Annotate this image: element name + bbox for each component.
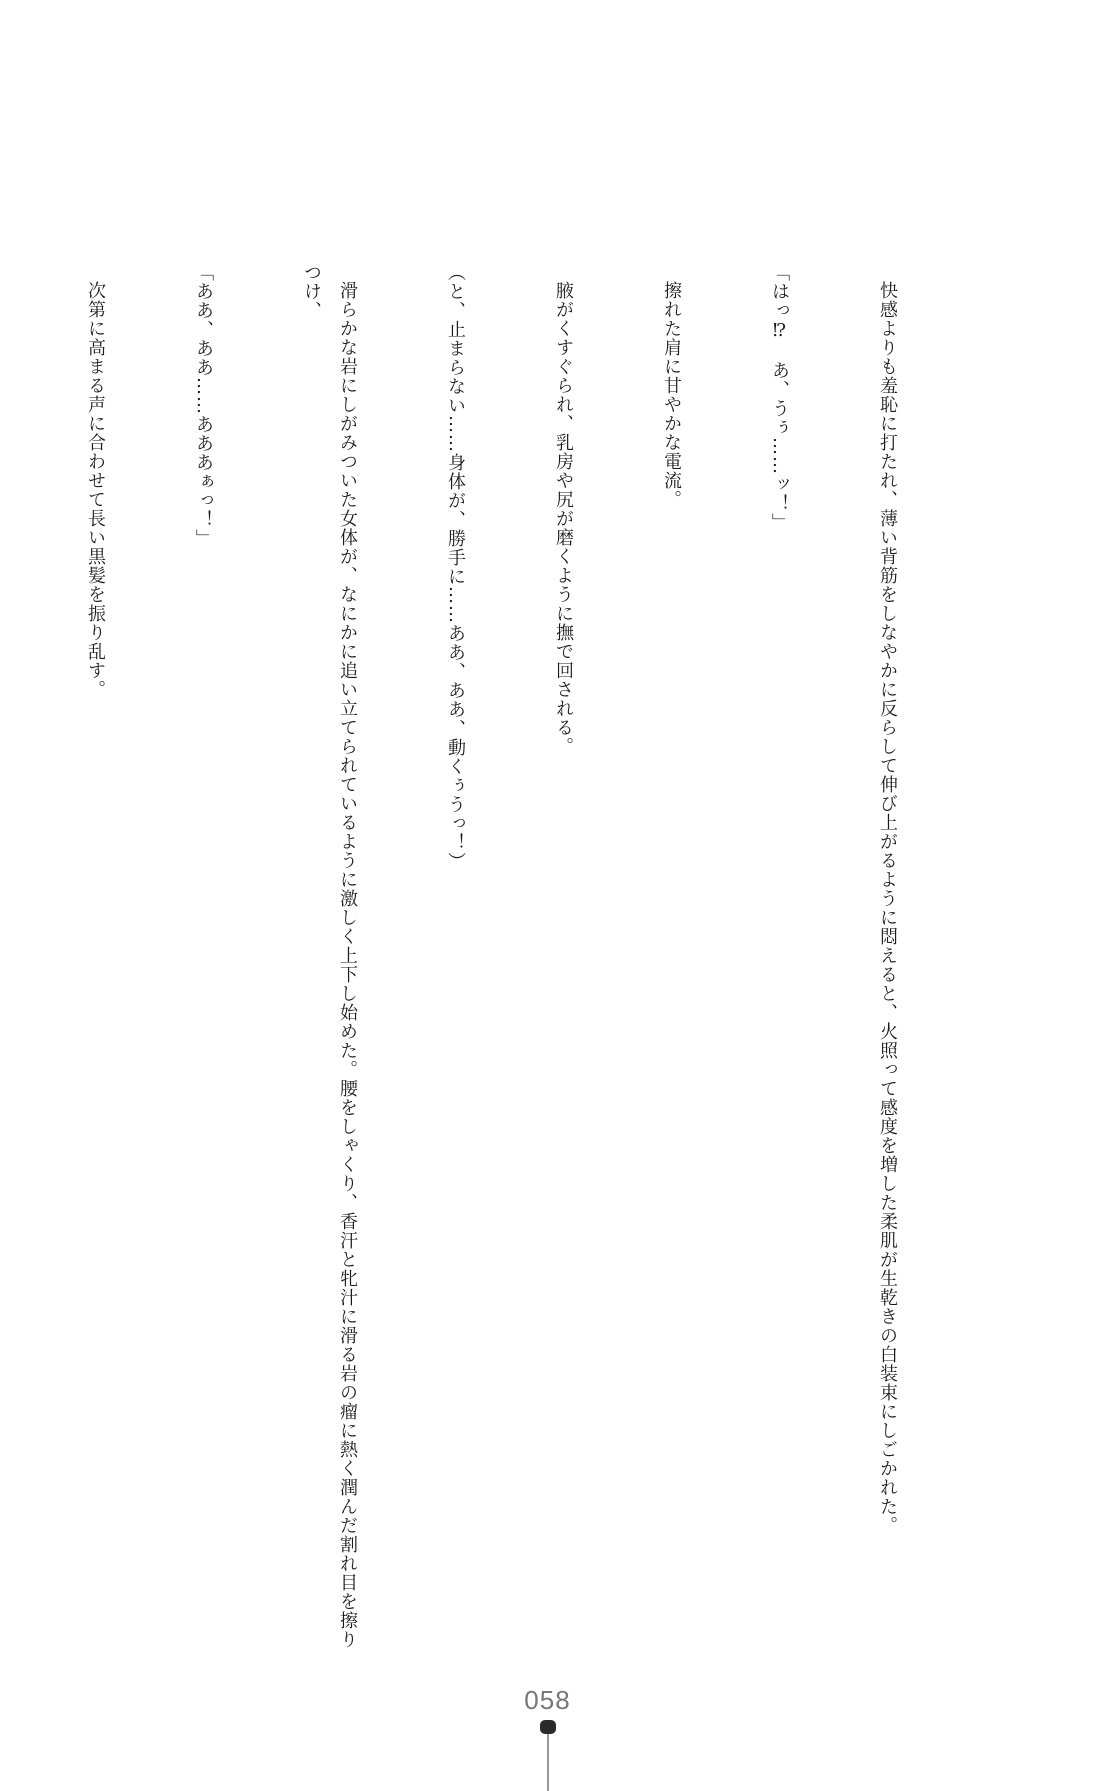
paragraph: 「はっ⁉ あ、うぅ……ッ！」	[769, 263, 790, 532]
page-marker-dot	[540, 1720, 556, 1734]
paragraph: 滑らかな岩にしがみついた女体が、なにかに追い立てられているように激しく上下し始めた。腰をしゃくり、香汗と牝汁に滑る岩の瘤に熱く潤んだ割れ目を擦りつけ、	[301, 263, 358, 1649]
page-marker-line	[547, 1734, 549, 1791]
paragraph: 擦れた肩に甘やかな電流。	[661, 281, 682, 509]
paragraph: 「ああ、ああ……あああぁっ！」	[193, 263, 214, 548]
paragraph: （と、止まらない……身体が、勝手に……ああ、ああ、動くぅうっ！）	[445, 263, 466, 871]
paragraph: 快感よりも羞恥に打たれ、薄い背筋をしなやかに反らして伸び上がるように悶えると、火照って感度を増した柔肌が生乾きの白装束にしごかれた。	[877, 281, 898, 1535]
page-number: 058	[524, 1685, 571, 1715]
paragraph: 次第に高まる声に合わせて長い黒髪を振り乱す。	[85, 281, 106, 699]
paragraph	[0, 263, 5, 1653]
paragraph: 腋がくすぐられ、乳房や尻が磨くように撫で回される。	[553, 281, 574, 756]
vertical-text-body	[0, 263, 977, 1653]
